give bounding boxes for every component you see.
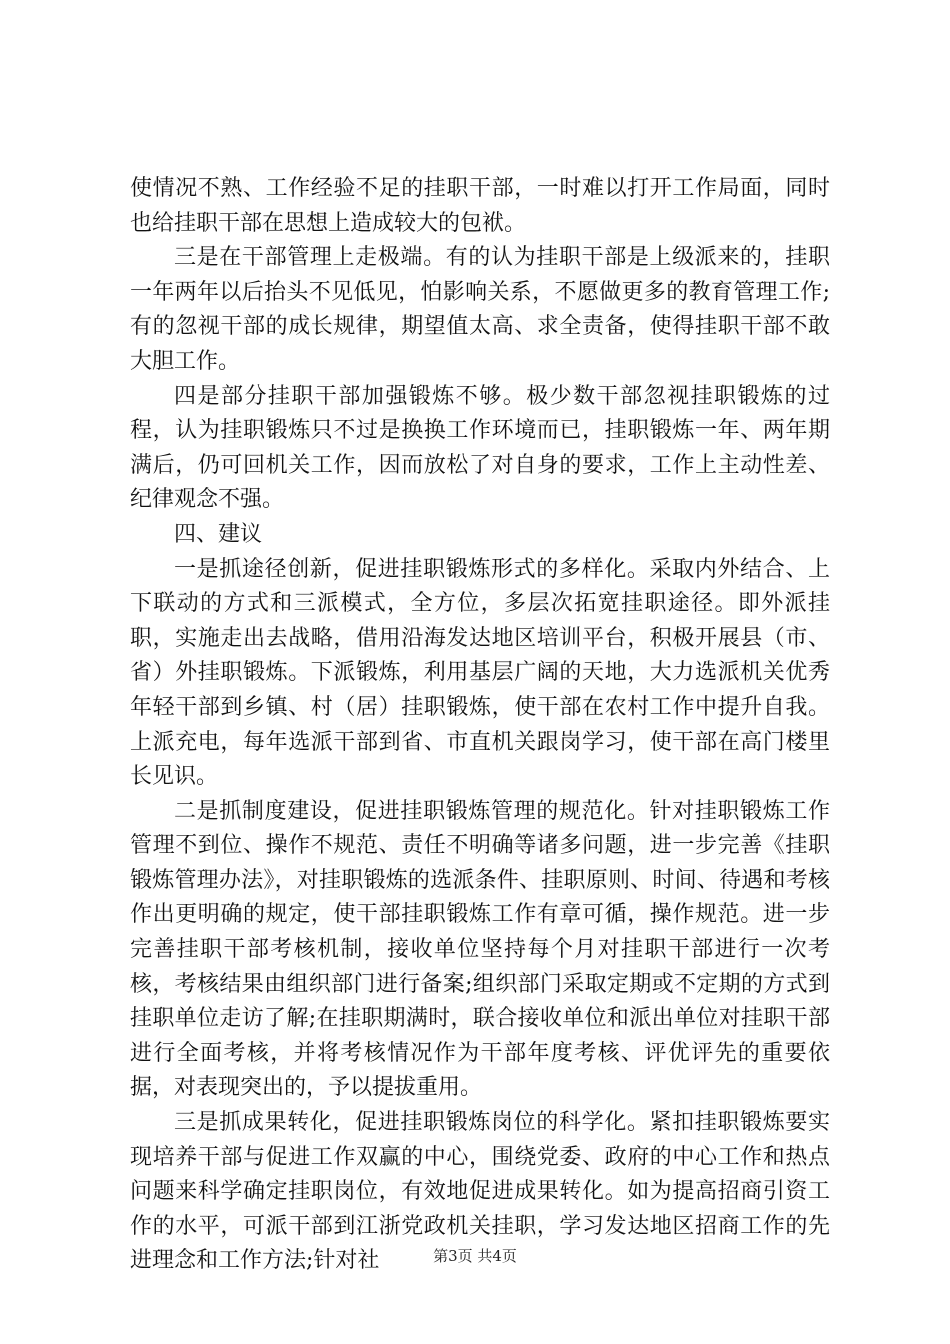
page-footer	[0, 1246, 950, 1266]
paragraph-1: 使情况不熟、工作经验不足的挂职干部，一时难以打开工作局面，同时也给挂职干部在思想上造成较大的包袱。	[130, 176, 830, 236]
page-number-label: 第3页 共4页	[433, 1247, 517, 1265]
paragraph-4: 一是抓途径创新，促进挂职锻炼形式的多样化。采取内外结合、上下联动的方式和三派模式，全方位，多层次拓宽挂职途径。即外派挂职，实施走出去战略，借用沿海发达地区培训平台，积极开展县（市、省）外挂职锻炼。下派锻炼，利用基层广阔的天地，大力选派机关优秀年轻干部到乡镇、村（居）挂职锻炼，使干部在农村工作中提升自我。上派充电，每年选派干部到省、市直机关跟岗学习，使干部在高门楼里长见识。	[130, 556, 830, 790]
paragraph-5: 二是抓制度建设，促进挂职锻炼管理的规范化。针对挂职锻炼工作管理不到位、操作不规范、责任不明确等诸多问题，进一步完善《挂职锻炼管理办法》，对挂职锻炼的选派条件、挂职原则、时间、待遇和考核作出更明确的规定，使干部挂职锻炼工作有章可循，操作规范。进一步完善挂职干部考核机制，接收单位坚持每个月对挂职干部进行一次考核，考核结果由组织部门进行备案;组织部门采取定期或不定期的方式到挂职单位走访了解;在挂职期满时，联合接收单位和派出单位对挂职干部进行全面考核，并将考核情况作为干部年度考核、评优评先的重要依据，对表现突出的，予以提拔重用。	[130, 798, 830, 1101]
paragraph-6: 三是抓成果转化，促进挂职锻炼岗位的科学化。紧扣挂职锻炼要实现培养干部与促进工作双赢的中心，围绕党委、政府的中心工作和热点问题来科学确定挂职岗位，有效地促进成果转化。如为提高招商引资工作的水平，可派干部到江浙党政机关挂职，学习发达地区招商工作的先进理念和工作方法;针对社	[130, 1110, 830, 1274]
document-body	[130, 172, 830, 1279]
section-heading: 四、建议	[174, 521, 263, 547]
paragraph-2: 三是在干部管理上走极端。有的认为挂职干部是上级派来的，挂职一年两年以后抬头不见低见，怕影响关系，不愿做更多的教育管理工作;有的忽视干部的成长规律，期望值太高、求全责备，使得挂职干部不敢大胆工作。	[130, 245, 830, 374]
paragraph-3: 四是部分挂职干部加强锻炼不够。极少数干部忽视挂职锻炼的过程，认为挂职锻炼只不过是换换工作环境而已，挂职锻炼一年、两年期满后，仍可回机关工作，因而放松了对自身的要求，工作上主动性差、纪律观念不强。	[130, 383, 830, 513]
